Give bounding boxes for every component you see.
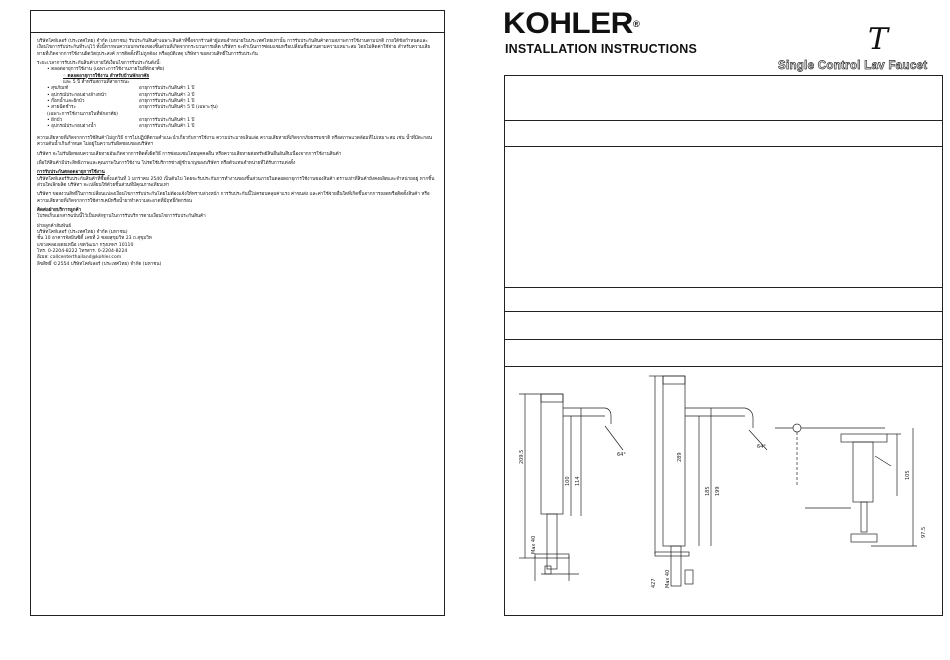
contact-note: โปรดเก็บเอกสารฉบับนี้ไว้เป็นหลักฐานในการรับบริการตามเงื่อนไขการรับประกันสินค้า — [37, 214, 206, 220]
contact-heading: ติดต่อฝ่ายบริการลูกค้า — [37, 207, 82, 213]
faucet-drawing-tall — [649, 376, 767, 586]
lifetime-conditions: บริษัทฯ ขอสงวนสิทธิ์ในการเปลี่ยนแปลงเงื่อนไขการรับประกันโดยไม่ต้องแจ้งให้ทราบล่วงหน้า การรับประกันนี้ไม่ครอบคลุมค่าแรง ค่าขนส่ง และค่าใช้จ่ายอื่นใดที่เกิดขึ้นจากการถอดหรือติดตั้งสินค้า หรือความเสียหายที่เกิดจากการใช้สารเคมีหรือน้ำยาทำความสะอาดที่มีฤทธิ์กัดกร่อน — [37, 192, 430, 204]
warranty-period-item: และ 5 ปี สำหรับสถานที่สาธารณะ — [63, 80, 130, 86]
warranty-period-item: • อุปกรณ์ประกอบอ่างน้ำ อายุการรับประกันสินค้า 1 ปี — [47, 124, 195, 130]
dim-spout-height: 100 — [565, 476, 571, 486]
warranty-period-item: • อุปกรณ์ประกอบอ่างล้างหน้า อายุการรับประกันสินค้า 3 ปี — [47, 92, 195, 98]
warranty-text — [31, 33, 444, 268]
copyright: ลิขสิทธิ์ ©2554 บริษัทโคห์เลอร์ (ประเทศไทย) จำกัด (มหาชน) — [37, 261, 162, 267]
dim-max-deck: Max 40 — [531, 535, 537, 554]
warranty-period-item: ◦ ตลอดอายุการใช้งาน สำหรับบ้านพักอาศัย — [63, 73, 150, 79]
warranty-period-item: • สุขภัณฑ์ อายุการรับประกันสินค้า 1 ปี — [47, 86, 195, 92]
warranty-exclusions: ความเสียหายที่เกิดจากการใช้สินค้าไม่ถูกวิธี การไม่ปฏิบัติตามคำแนะนำเกี่ยวกับการใช้งาน ความประมาทเลินเล่อ ความเสียหายที่เกิดจากภัยธรรมชาติ หรือสภาพแวดล้อมที่ไม่เหมาะสม เช่น น้ำที่มีตะกอน ความดันน้ำเกินกำหนด ไม่อยู่ในความรับผิดชอบของบริษัทฯ — [37, 135, 432, 148]
dim-drain-lower: 97.5 — [921, 526, 927, 538]
dim-drain-upper: 105 — [905, 470, 911, 480]
warranty-period-item: • ฝักบัว อายุการรับประกันสินค้า 1 ปี — [47, 118, 195, 124]
company-name: บริษัทโคห์เลอร์ (ประเทศไทย) จำกัด (มหาชน) — [37, 229, 128, 235]
product-name: Single Control Lav Faucet — [778, 60, 928, 72]
dimension-drawings — [505, 76, 944, 617]
warranty-registration: เพื่อให้สินค้ามีประสิทธิภาพและคุณภาพในการใช้งาน โปรดใช้บริการช่างผู้ชำนาญของบริษัทฯ หรือตัวแทนจำหน่ายที่ได้รับการแต่งตั้ง — [37, 160, 296, 166]
dim-spout-top-tall: 199 — [715, 486, 721, 496]
sales-dept: ฝ่ายลูกค้าสัมพันธ์ — [37, 223, 72, 229]
phone-fax: โทร. 0-2204-8222 โทรสาร. 0-2204-8224 — [37, 248, 128, 254]
dim-max-deck-tall: Max 40 — [665, 569, 671, 588]
warranty-intro: บริษัทโคห์เลอร์ (ประเทศไทย) จำกัด (มหาชน) รับประกันสินค้าเฉพาะสินค้าที่ซื้อจากร้านค้าผู้แทนจำหน่ายในประเทศไทยเท่านั้น การรับประกันสินค้าตามสภาพการใช้งานตามปกติ ภายใต้ข้อกำหนดและเงื่อนไขการรับประกันที่ระบุไว้ ทั้งนี้หากพบความบกพร่องของชิ้นส่วนที่เกิดจากกระบวนการผลิต บริษัทฯ จะดำเนินการซ่อมแซมหรือเปลี่ยนชิ้นส่วนตามความเหมาะสม โดยไม่คิดค่าใช้จ่าย สำหรับความเสียหายที่เกิดจากการใช้งานผิดวัตถุประสงค์ การติดตั้งที่ไม่ถูกต้อง หรืออุบัติเหตุ บริษัทฯ ขอสงวนสิทธิ์ในการรับประกัน — [37, 39, 431, 57]
collection-logo: T — [868, 22, 889, 57]
dim-height-overall: 209.5 — [519, 449, 525, 464]
warranty-panel — [30, 10, 445, 616]
warranty-header-bar — [31, 11, 444, 33]
warranty-period-item: (เฉพาะการใช้งานภายในที่พักอาศัย) — [47, 111, 118, 117]
dim-spout-height-tall: 185 — [705, 486, 711, 496]
address-line-1: ชั้น 10 อาคารจัสมินซิตี้ เลขที่ 2 ซอยสุขุมวิท 23 ถ.สุขุมวิท — [37, 236, 152, 242]
lifetime-heading: การรับประกันตลอดอายุการใช้งาน — [37, 170, 105, 176]
dim-length-tall: 427 — [651, 578, 657, 588]
instructions-panel — [504, 75, 943, 616]
contact-email: อีเมล: callcenterthailand@kohler.com — [37, 255, 122, 261]
warranty-periods-title: ระยะเวลาการรับประกันสินค้าภายใต้เงื่อนไขการรับประกันดังนี้: — [37, 61, 161, 67]
warranty-period-item: • สายฉีดชำระ อายุการรับประกันสินค้า 5 ปี (เฉพาะรุ่น) — [47, 105, 218, 111]
warranty-period-item: • ก๊อกน้ำและฝักบัว อายุการรับประกันสินค้า 1 ปี — [47, 99, 195, 105]
warranty-liability: บริษัทฯ จะไม่รับผิดชอบความเสียหายอันเกิดจากการติดตั้งผิดวิธี การซ่อมแซมโดยบุคคลอื่น หรือความเสียหายต่อทรัพย์สินอื่นอันสืบเนื่องจากการใช้งานสินค้า — [37, 151, 342, 157]
document-title: INSTALLATION INSTRUCTIONS — [505, 42, 698, 56]
lifetime-text: บริษัทโคห์เลอร์รับประกันสินค้าที่ซื้อตั้งแต่วันที่ 1 มกราคม 2540 เป็นต้นไป โดยจะรับประกันการทำงานของชิ้นส่วนภายในตลอดอายุการใช้งานของสินค้า ตราบเท่าที่สินค้ายังคงผลิตและจำหน่ายอยู่ หากชิ้นส่วนใดเลิกผลิต บริษัทฯ จะเปลี่ยนให้ด้วยชิ้นส่วนที่มีคุณภาพเทียบเท่า — [37, 176, 435, 188]
address-line-2: แขวงคลองเตยเหนือ เขตวัฒนา กรุงเทพฯ 10110 — [37, 242, 134, 248]
dim-height-overall-tall: 289 — [677, 452, 683, 462]
warranty-period-item: • ตลอดอายุการใช้งาน (เฉพาะการใช้งานภายในที่พักอาศัย) — [47, 67, 165, 73]
dim-angle: 64° — [617, 452, 626, 458]
dim-angle-tall: 64° — [757, 444, 766, 450]
dim-spout-top: 114 — [575, 476, 581, 486]
kohler-logo: KOHLER® — [503, 7, 640, 40]
drain-drawing — [775, 424, 917, 546]
